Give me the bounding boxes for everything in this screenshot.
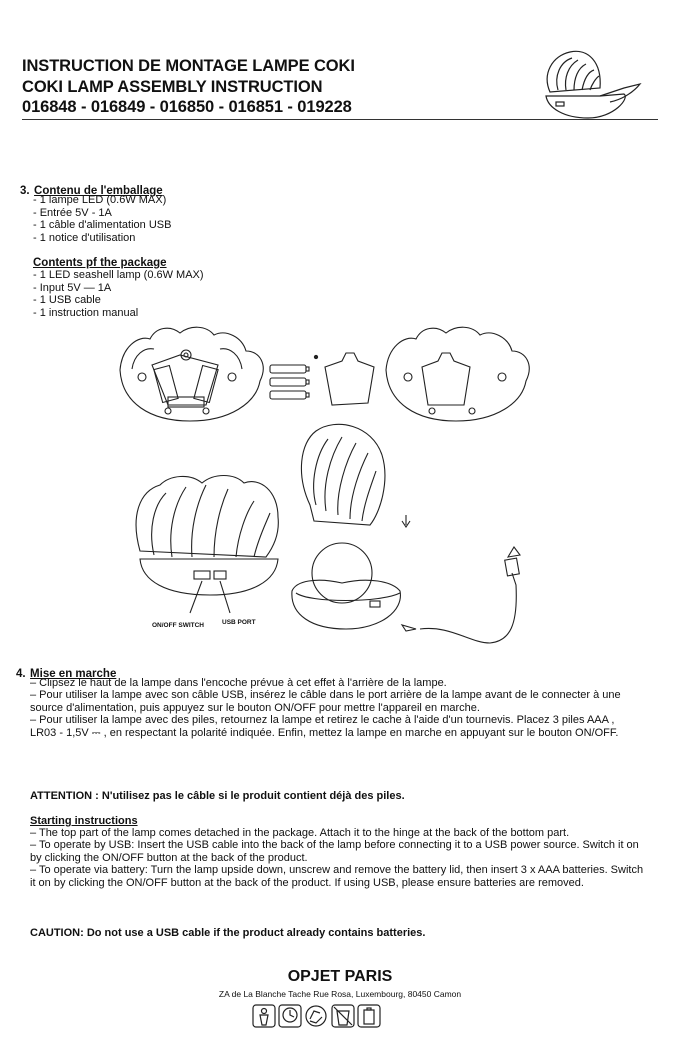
recycling-icon [306,1006,326,1026]
usb-port-label: USB PORT [222,619,256,626]
list-item: - Entrée 5V - 1A [33,206,112,219]
title-fr: INSTRUCTION DE MONTAGE LAMPE COKI [22,57,355,75]
assembly-diagram [110,325,540,655]
instruction-line: – The top part of the lamp comes detached in the package. Attach it to the hinge at the back of the bottom part. [30,827,570,839]
batteries [270,365,309,399]
contents-list-en [33,269,204,319]
section3-heading-en: Contents pf the package [33,257,167,269]
no-children-warning-icon [253,1005,275,1027]
warning-fr: ATTENTION : N'utilisez pas le câble si le produit contient déjà des piles. [30,790,405,802]
section4-heading-en: Starting instructions [30,815,138,827]
header-divider [22,119,658,120]
warning-en: CAUTION: Do not use a USB cable if the product already contains batteries. [30,927,426,939]
on-off-switch-label: ON/OFF SWITCH [152,622,204,629]
list-item: - 1 instruction manual [33,306,139,319]
list-item: - 1 LED seashell lamp (0.6W MAX) [33,269,204,281]
list-item: - Input 5V — 1A [33,281,112,294]
safety-pictograms [252,1003,382,1031]
brand-name: OPJET PARIS [287,968,393,985]
instruction-line: – Pour utiliser la lampe avec son câble USB, insérez le câble dans le port arrière de la lampe avant de le connecter à une source d'alimentation, puis appuyez sur le bouton ON/OFF pour mettre l'appareil en marche. [30,689,621,714]
section4-number: 4. [16,668,26,680]
contents-list-fr [33,194,171,244]
instruction-line: – Pour utiliser la lampe avec des piles, retournez la lampe et retirez le cache à l'aide d'un tournevis. Placez 3 piles AAA , [30,714,615,727]
product-refs: 016848 - 016849 - 016850 - 016851 - 019228 [22,98,352,116]
lamp-sphere-cable [292,543,520,643]
battery-disposal-icon [358,1005,380,1027]
section4-heading-fr: Mise en marche [30,668,117,680]
list-item: - 1 câble d'alimentation USB [33,219,172,232]
list-item: - 1 lampe LED (0.6W MAX) [33,194,167,206]
list-item: - 1 USB cable [33,294,101,307]
lamp-underside-left [120,327,263,421]
header-lamp-illustration [540,48,660,120]
arrow-down [402,515,410,527]
lamp-assembled [136,476,278,614]
instruction-line: – To operate via battery: Turn the lamp upside down, unscrew and remove the battery lid, then insert 3 x AAA batteries. Switch it on by clicking the ON/OFF button at the back of the product. If using USB, please ensure batteries are removed. [30,864,644,889]
section3-heading-fr: Contenu de l'emballage [34,185,163,197]
instructions-fr [30,677,650,739]
list-item: - 1 notice d'utilisation [33,231,136,244]
instruction-line: LR03 - 1,5V ⎓ , en respectant la polarité indiquée. Enfin, mettez la lampe en marche en appuyant sur le bouton ON/OFF. [30,726,619,739]
instruction-line: – To operate by USB: Insert the USB cable into the back of the lamp before connecting it to a USB power source. Switch it on by clicking the ON/OFF button at the back of the product. [30,839,639,864]
section3-number: 3. [20,185,30,197]
battery-cover [314,353,374,405]
instructions-en [30,827,650,889]
title-en: COKI LAMP ASSEMBLY INSTRUCTION [22,78,323,96]
weee-bin-icon [332,1005,354,1027]
instruction-line: – Clipsez le haut de la lampe dans l'encoche prévue à cet effet à l'arrière de la lampe. [30,677,447,689]
age-warning-icon [279,1005,301,1027]
shell-top-detached [301,424,384,525]
lamp-underside-right [386,327,529,421]
company-address: ZA de La Blanche Tache Rue Rosa, Luxembourg, 80450 Camon [218,989,462,999]
